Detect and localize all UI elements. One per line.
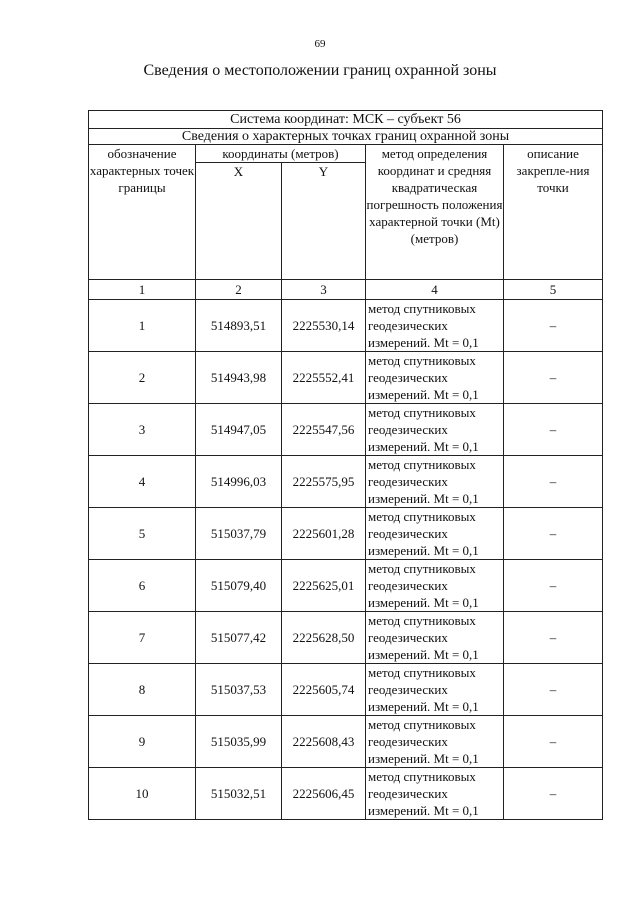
point-designation: 1 xyxy=(89,300,196,352)
table-row xyxy=(89,560,603,612)
column-number: 5 xyxy=(504,280,603,300)
table-row xyxy=(89,352,603,404)
method-line: метод спутниковых xyxy=(368,613,476,628)
boundary-points-table xyxy=(88,110,603,820)
coord-x: 514996,03 xyxy=(196,456,282,508)
method-line: измерений. Mt = 0,1 xyxy=(368,543,479,558)
point-designation: 2 xyxy=(89,352,196,404)
coord-y: 2225552,41 xyxy=(282,352,366,404)
method-line: метод спутниковых xyxy=(368,353,476,368)
coord-y: 2225547,56 xyxy=(282,404,366,456)
coord-system-label: Система координат: МСК – субъект 56 xyxy=(89,111,603,129)
header-y: Y xyxy=(282,163,366,280)
method-line: метод спутниковых xyxy=(368,665,476,680)
table-row xyxy=(89,612,603,664)
coord-x: 515037,53 xyxy=(196,664,282,716)
method-line: геодезических xyxy=(368,578,448,593)
point-description: – xyxy=(504,404,603,456)
point-description: – xyxy=(504,664,603,716)
method-line: геодезических xyxy=(368,474,448,489)
column-number: 4 xyxy=(366,280,504,300)
column-number: 2 xyxy=(196,280,282,300)
method-line: метод спутниковых xyxy=(368,509,476,524)
section-label: Сведения о характерных точках границ охранной зоны xyxy=(89,129,603,145)
table-row xyxy=(89,404,603,456)
coord-y: 2225601,28 xyxy=(282,508,366,560)
coord-system-row xyxy=(89,111,603,129)
coord-y: 2225605,74 xyxy=(282,664,366,716)
method-line: метод спутниковых xyxy=(368,769,476,784)
method-cell xyxy=(366,612,504,664)
method-line: измерений. Mt = 0,1 xyxy=(368,595,479,610)
method-cell xyxy=(366,560,504,612)
point-description: – xyxy=(504,300,603,352)
coord-y: 2225608,43 xyxy=(282,716,366,768)
point-designation: 4 xyxy=(89,456,196,508)
page-title: Сведения о местоположении границ охранной зоны xyxy=(143,62,497,79)
header-x: X xyxy=(196,163,282,280)
method-line: геодезических xyxy=(368,786,448,801)
table-row xyxy=(89,768,603,820)
method-line: измерений. Mt = 0,1 xyxy=(368,699,479,714)
coord-y: 2225530,14 xyxy=(282,300,366,352)
method-line: измерений. Mt = 0,1 xyxy=(368,387,479,402)
point-designation: 6 xyxy=(89,560,196,612)
method-line: метод спутниковых xyxy=(368,457,476,472)
column-number: 3 xyxy=(282,280,366,300)
table-row xyxy=(89,508,603,560)
method-cell xyxy=(366,508,504,560)
coord-y: 2225575,95 xyxy=(282,456,366,508)
header-coordinates: координаты (метров) xyxy=(196,145,366,163)
method-line: метод спутниковых xyxy=(368,717,476,732)
coord-y: 2225625,01 xyxy=(282,560,366,612)
coord-x: 514947,05 xyxy=(196,404,282,456)
header-designation: обозначение характерных точек границы xyxy=(89,145,196,280)
method-cell xyxy=(366,716,504,768)
method-cell xyxy=(366,352,504,404)
page-number: 69 xyxy=(314,38,326,50)
coord-y: 2225628,50 xyxy=(282,612,366,664)
point-description: – xyxy=(504,560,603,612)
method-cell xyxy=(366,300,504,352)
table-row xyxy=(89,300,603,352)
method-line: геодезических xyxy=(368,630,448,645)
table-row xyxy=(89,664,603,716)
coord-x: 515079,40 xyxy=(196,560,282,612)
column-number: 1 xyxy=(89,280,196,300)
point-description: – xyxy=(504,352,603,404)
point-description: – xyxy=(504,508,603,560)
point-designation: 3 xyxy=(89,404,196,456)
method-line: измерений. Mt = 0,1 xyxy=(368,751,479,766)
point-designation: 5 xyxy=(89,508,196,560)
section-row xyxy=(89,129,603,145)
method-line: измерений. Mt = 0,1 xyxy=(368,803,479,818)
header-method: метод определения координат и средняя квадратическая погрешность положения характерной точки (Mt) (метров) xyxy=(366,145,504,280)
method-line: метод спутниковых xyxy=(368,405,476,420)
point-description: – xyxy=(504,456,603,508)
point-description: – xyxy=(504,768,603,820)
method-cell xyxy=(366,456,504,508)
coord-x: 515037,79 xyxy=(196,508,282,560)
method-line: измерений. Mt = 0,1 xyxy=(368,439,479,454)
method-cell xyxy=(366,664,504,716)
coord-x: 515032,51 xyxy=(196,768,282,820)
table-row xyxy=(89,716,603,768)
point-designation: 7 xyxy=(89,612,196,664)
method-line: геодезических xyxy=(368,318,448,333)
column-numbers-row xyxy=(89,280,603,300)
coord-y: 2225606,45 xyxy=(282,768,366,820)
coord-x: 515035,99 xyxy=(196,716,282,768)
coord-x: 515077,42 xyxy=(196,612,282,664)
point-description: – xyxy=(504,716,603,768)
coord-x: 514893,51 xyxy=(196,300,282,352)
header-description: описание закрепле-ния точки xyxy=(504,145,603,280)
method-line: измерений. Mt = 0,1 xyxy=(368,335,479,350)
method-line: геодезических xyxy=(368,370,448,385)
method-line: геодезических xyxy=(368,734,448,749)
point-description: – xyxy=(504,612,603,664)
method-line: измерений. Mt = 0,1 xyxy=(368,647,479,662)
method-line: метод спутниковых xyxy=(368,301,476,316)
method-line: геодезических xyxy=(368,682,448,697)
method-cell xyxy=(366,404,504,456)
coord-x: 514943,98 xyxy=(196,352,282,404)
point-designation: 9 xyxy=(89,716,196,768)
method-line: измерений. Mt = 0,1 xyxy=(368,491,479,506)
method-line: геодезических xyxy=(368,422,448,437)
header-row xyxy=(89,145,603,163)
point-designation: 8 xyxy=(89,664,196,716)
table-row xyxy=(89,456,603,508)
method-line: метод спутниковых xyxy=(368,561,476,576)
point-designation: 10 xyxy=(89,768,196,820)
method-cell xyxy=(366,768,504,820)
method-line: геодезических xyxy=(368,526,448,541)
